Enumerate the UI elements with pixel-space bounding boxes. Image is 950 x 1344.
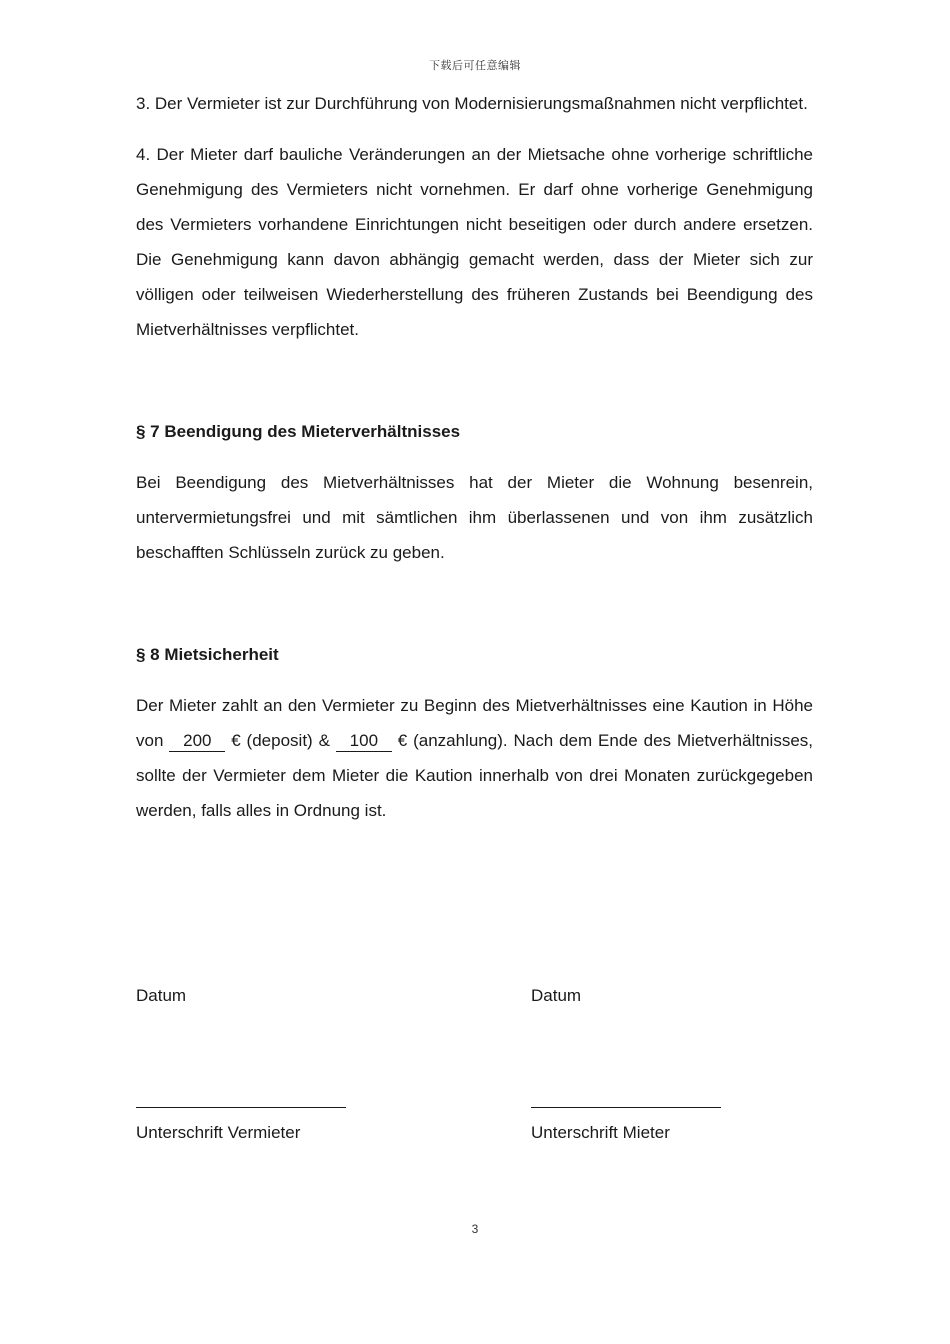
section-7-heading: § 7 Beendigung des Mieterverhältnisses xyxy=(136,422,461,441)
clause-4: 4. Der Mieter darf bauliche Veränderungen an der Mietsache ohne vorherige schriftliche Genehmigung des Vermieters nicht vornehmen. Er darf ohne vorherige Genehmigung des Vermieters vorhandene Einrichtungen nicht beseitigen oder durch andere ersetzen. Die Genehmigung kann davon abhängig gemacht werden, dass der Mieter sich zur völligen oder teilweisen Wiederherstellung des früheren Zustands bei Beendigung des Mietverhältnisses verpflichtet. xyxy=(136,145,813,339)
tenant-date-label: Datum xyxy=(531,986,582,1005)
deposit-amount: 200 xyxy=(169,731,225,752)
section-8-text-2: € (deposit) & xyxy=(225,731,336,750)
landlord-signature-label: Unterschrift Vermieter xyxy=(136,1123,301,1142)
tenant-signature-label: Unterschrift Mieter xyxy=(531,1123,670,1142)
anzahlung-amount: 100 xyxy=(336,731,392,752)
section-7-body: Bei Beendigung des Mietverhältnisses hat der Mieter die Wohnung besenrein, untervermietungsfrei und mit sämtlichen ihm überlassenen und von ihm zusätzlich beschafften Schlüsseln zurück zu geben. xyxy=(136,473,813,562)
page-number: 3 xyxy=(471,1222,479,1236)
section-8-text-1: Der Mieter zahlt an den Vermieter zu Beginn des Mietverhältnisses eine Kaution in Höhe von xyxy=(136,696,813,750)
landlord-signature-line xyxy=(136,1107,346,1108)
section-8-heading: § 8 Mietsicherheit xyxy=(136,645,279,664)
section-8-text-3: € (anzahlung). Nach dem Ende des Mietverhältnisses, sollte der Vermieter dem Mieter die Kaution innerhalb von drei Monaten zurückgegeben werden, falls alles in Ordnung ist. xyxy=(136,731,813,820)
clause-3: 3. Der Vermieter ist zur Durchführung von Modernisierungsmaßnahmen nicht verpflichtet. xyxy=(136,94,808,113)
section-8-body xyxy=(136,688,813,828)
page-header: 下载后可任意编辑 xyxy=(429,59,521,72)
landlord-date-label: Datum xyxy=(136,986,187,1005)
document-body xyxy=(136,86,813,844)
tenant-signature-line xyxy=(531,1107,721,1108)
